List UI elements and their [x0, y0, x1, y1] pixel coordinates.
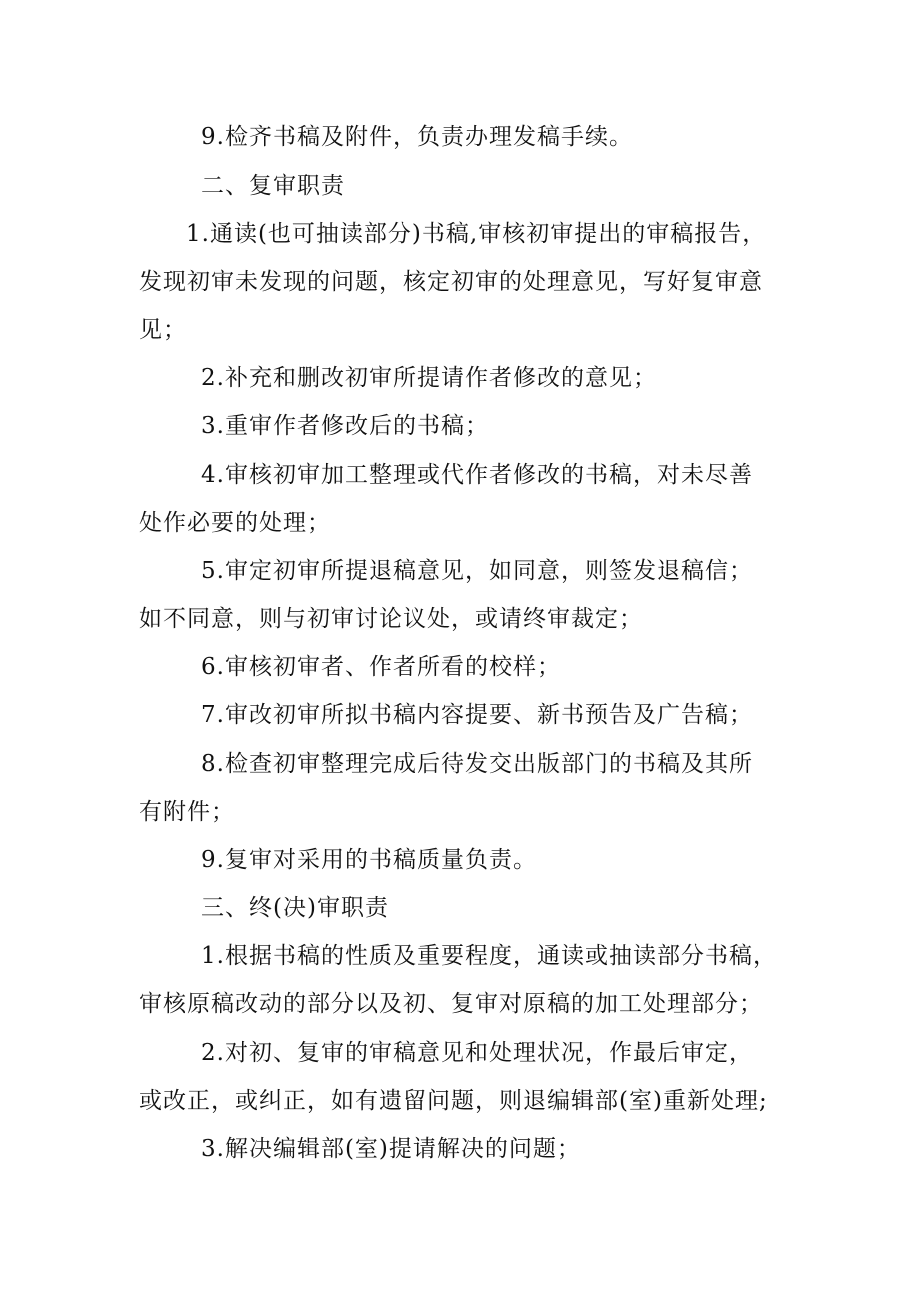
paragraph-line: 9.检齐书稿及附件，负责办理发稿手续。: [201, 124, 633, 150]
paragraph-line: 2.补充和删改初审所提请作者修改的意见；: [201, 365, 657, 391]
paragraph-line: 3.重审作者修改后的书稿；: [201, 413, 489, 439]
paragraph-line: 7.审改初审所拟书稿内容提要、新书预告及广告稿；: [201, 702, 753, 728]
paragraph-line: 6.审核初审者、作者所看的校样；: [201, 654, 561, 680]
section-heading: 二、复审职责: [201, 173, 345, 199]
paragraph-line: 2.对初、复审的审稿意见和处理状况，作最后审定，: [201, 1040, 753, 1066]
paragraph-line: 或改正，或纠正，如有遗留问题，则退编辑部(室)重新处理;: [139, 1088, 768, 1114]
paragraph-line: 4.审核初审加工整理或代作者修改的书稿，对未尽善: [201, 462, 753, 488]
paragraph-line: 处作必要的处理；: [139, 510, 331, 536]
paragraph-line: 见；: [139, 317, 187, 343]
paragraph-line: 审核原稿改动的部分以及初、复审对原稿的加工处理部分；: [139, 991, 763, 1017]
paragraph-line: 1.根据书稿的性质及重要程度，通读或抽读部分书稿，: [201, 943, 777, 969]
paragraph-line: 5.审定初审所提退稿意见，如同意，则签发退稿信；: [201, 558, 753, 584]
paragraph-line: 有附件；: [139, 799, 235, 825]
paragraph-line: 如不同意，则与初审讨论议处，或请终审裁定；: [139, 606, 643, 632]
paragraph-line: 8.检查初审整理完成后待发交出版部门的书稿及其所: [201, 751, 753, 777]
paragraph-line: 3.解决编辑部(室)提请解决的问题；: [201, 1136, 581, 1162]
paragraph-line: 发现初审未发现的问题，核定初审的处理意见，写好复审意: [139, 269, 763, 295]
paragraph-line: 9.复审对采用的书稿质量负责。: [201, 847, 537, 873]
paragraph-line: 1.通读(也可抽读部分)书稿,审核初审提出的审稿报告，: [186, 221, 767, 247]
section-heading: 三、终(决)审职责: [201, 895, 389, 921]
